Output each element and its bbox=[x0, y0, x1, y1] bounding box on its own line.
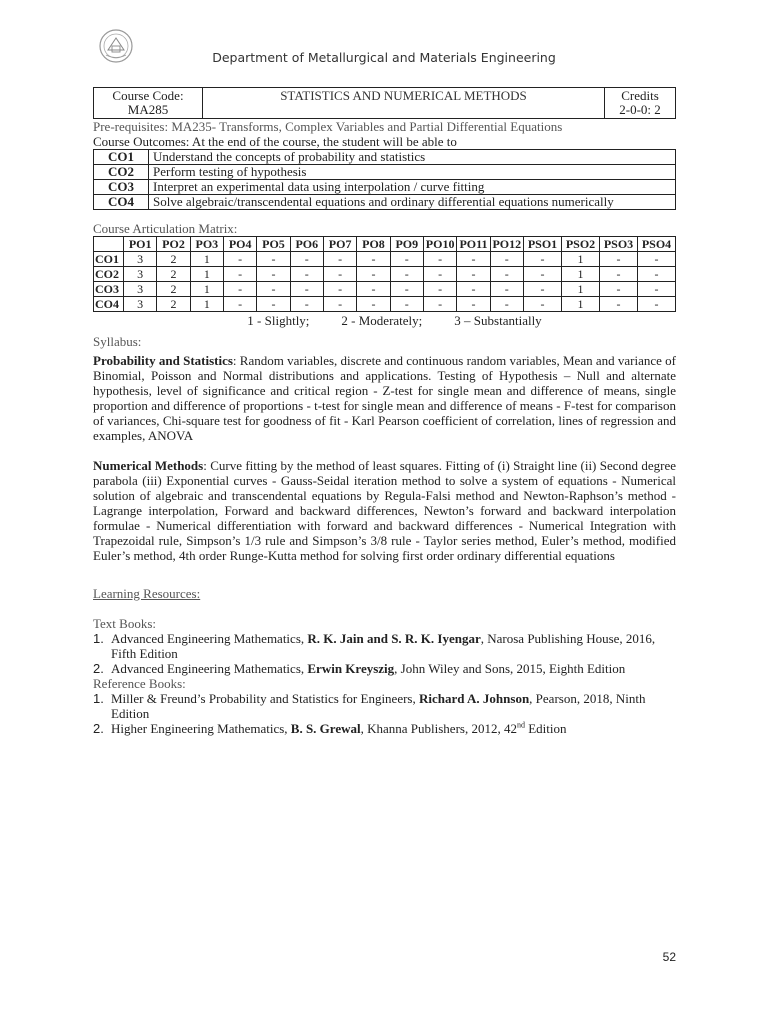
credits-cell bbox=[605, 88, 676, 119]
matrix-cell: - bbox=[457, 267, 490, 282]
book-title: Advanced Engineering Mathematics, bbox=[111, 631, 308, 646]
matrix-cell: 2 bbox=[157, 297, 190, 312]
syllabus-label: Syllabus: bbox=[93, 334, 142, 349]
matrix-column-header: PO3 bbox=[190, 237, 223, 252]
matrix-cell: - bbox=[600, 267, 638, 282]
matrix-cell: - bbox=[638, 282, 676, 297]
matrix-cell: - bbox=[390, 252, 423, 267]
book-author: B. S. Grewal bbox=[290, 721, 361, 736]
matrix-cell: - bbox=[490, 282, 523, 297]
matrix-cell: - bbox=[600, 297, 638, 312]
matrix-cell: - bbox=[223, 252, 256, 267]
matrix-cell: 1 bbox=[190, 297, 223, 312]
book-publisher: , Narosa Publishing House, 2016, Fifth Edition bbox=[111, 631, 656, 661]
edition-suffix: Edition bbox=[524, 721, 567, 736]
list-item bbox=[93, 721, 676, 736]
outcome-row bbox=[94, 165, 676, 180]
credits-value: 2-0-0: 2 bbox=[619, 102, 661, 117]
course-title: STATISTICS AND NUMERICAL METHODS bbox=[203, 88, 605, 119]
text-books-list bbox=[93, 631, 676, 676]
outcome-text: Interpret an experimental data using interpolation / curve fitting bbox=[149, 180, 676, 195]
matrix-cell: - bbox=[290, 297, 323, 312]
matrix-cell: 1 bbox=[190, 282, 223, 297]
matrix-cell: - bbox=[524, 252, 562, 267]
matrix-cell: - bbox=[423, 297, 456, 312]
reference-books-list bbox=[93, 691, 676, 736]
item-number: 1. bbox=[93, 631, 104, 646]
matrix-cell: 1 bbox=[562, 297, 600, 312]
matrix-cell: 3 bbox=[124, 267, 157, 282]
item-number: 1. bbox=[93, 691, 104, 706]
section-body: : Random variables, discrete and continuous random variables, Mean and variance of Binomial, Poisson and Normal distributions and applications. Testing of Hypothesis – Null and alternate hypothesis, level of significance and critical region - Z-test for single mean and difference of means, single proportion and difference of proportions - t-test for single mean and difference of means - F-test for comparison of variances, Chi-square test for goodness of fit - Karl Pearson coefficient of correlation, lines of regression and examples, ANOVA bbox=[93, 353, 677, 443]
matrix-column-header: PSO3 bbox=[600, 237, 638, 252]
outcome-text: Understand the concepts of probability and statistics bbox=[149, 150, 676, 165]
matrix-cell: 1 bbox=[562, 252, 600, 267]
matrix-cell: - bbox=[524, 282, 562, 297]
matrix-column-header: PO4 bbox=[223, 237, 256, 252]
matrix-column-header: PO10 bbox=[423, 237, 456, 252]
matrix-cell: - bbox=[223, 267, 256, 282]
matrix-cell: - bbox=[423, 267, 456, 282]
matrix-column-header: PSO4 bbox=[638, 237, 676, 252]
matrix-cell: 3 bbox=[124, 252, 157, 267]
matrix-row-label: CO1 bbox=[94, 252, 124, 267]
matrix-row-label: CO3 bbox=[94, 282, 124, 297]
matrix-cell: - bbox=[423, 282, 456, 297]
outcome-row bbox=[94, 150, 676, 165]
syllabus-numerical bbox=[93, 458, 676, 563]
matrix-column-header: PO2 bbox=[157, 237, 190, 252]
matrix-cell: - bbox=[357, 252, 390, 267]
matrix-cell: 3 bbox=[124, 297, 157, 312]
matrix-column-header: PO6 bbox=[290, 237, 323, 252]
legend-substantially: 3 – Substantially bbox=[454, 313, 542, 328]
course-code-label: Course Code: bbox=[112, 88, 184, 103]
matrix-cell: - bbox=[524, 297, 562, 312]
matrix-row-label: CO2 bbox=[94, 267, 124, 282]
outcome-row bbox=[94, 180, 676, 195]
matrix-cell: - bbox=[390, 282, 423, 297]
matrix-cell: - bbox=[600, 282, 638, 297]
matrix-cell: - bbox=[390, 267, 423, 282]
reference-books-label: Reference Books: bbox=[93, 676, 186, 691]
section-heading: Probability and Statistics bbox=[93, 353, 233, 368]
outcome-id: CO2 bbox=[94, 165, 149, 180]
list-item bbox=[93, 661, 676, 676]
matrix-cell: - bbox=[457, 282, 490, 297]
list-item bbox=[93, 631, 676, 661]
matrix-column-header: PSO1 bbox=[524, 237, 562, 252]
section-heading: Numerical Methods bbox=[93, 458, 204, 473]
matrix-column-header: PO9 bbox=[390, 237, 423, 252]
matrix-cell: 1 bbox=[190, 252, 223, 267]
course-code: MA285 bbox=[127, 102, 169, 117]
matrix-cell: - bbox=[390, 297, 423, 312]
matrix-cell: - bbox=[257, 267, 290, 282]
matrix-cell: - bbox=[223, 282, 256, 297]
book-author: Erwin Kreyszig bbox=[307, 661, 395, 676]
matrix-column-header: PO12 bbox=[490, 237, 523, 252]
matrix-column-header: PSO2 bbox=[562, 237, 600, 252]
matrix-cell: - bbox=[357, 282, 390, 297]
matrix-row-label: CO4 bbox=[94, 297, 124, 312]
matrix-cell: 2 bbox=[157, 267, 190, 282]
matrix-cell: - bbox=[457, 297, 490, 312]
matrix-corner-cell bbox=[94, 237, 124, 252]
matrix-header-row bbox=[94, 237, 676, 252]
book-publisher: , John Wiley and Sons, 2015, Eighth Edition bbox=[394, 661, 626, 676]
outcome-id: CO1 bbox=[94, 150, 149, 165]
articulation-matrix bbox=[93, 236, 676, 312]
matrix-row bbox=[94, 252, 676, 267]
matrix-row bbox=[94, 267, 676, 282]
outcome-id: CO4 bbox=[94, 195, 149, 210]
syllabus-probability bbox=[93, 353, 676, 443]
matrix-cell: - bbox=[323, 267, 356, 282]
book-author: Richard A. Johnson bbox=[419, 691, 530, 706]
matrix-cell: - bbox=[323, 252, 356, 267]
matrix-cell: - bbox=[638, 252, 676, 267]
book-author: R. K. Jain and S. R. K. Iyengar bbox=[307, 631, 481, 646]
matrix-cell: - bbox=[323, 282, 356, 297]
list-item bbox=[93, 691, 676, 721]
matrix-cell: 1 bbox=[562, 282, 600, 297]
book-title: Miller & Freund’s Probability and Statistics for Engineers, bbox=[111, 691, 419, 706]
matrix-column-header: PO7 bbox=[323, 237, 356, 252]
outcome-text: Solve algebraic/transcendental equations and ordinary differential equations numerically bbox=[149, 195, 676, 210]
matrix-column-header: PO5 bbox=[257, 237, 290, 252]
matrix-cell: 1 bbox=[190, 267, 223, 282]
prerequisites: Pre-requisites: MA235- Transforms, Complex Variables and Partial Differential Equations bbox=[93, 119, 563, 134]
book-publisher: , Pearson, 2018, Ninth Edition bbox=[111, 691, 646, 721]
matrix-cell: - bbox=[490, 297, 523, 312]
course-code-cell bbox=[94, 88, 203, 119]
matrix-cell: 2 bbox=[157, 252, 190, 267]
matrix-cell: - bbox=[638, 267, 676, 282]
outcome-row bbox=[94, 195, 676, 210]
text-books-label: Text Books: bbox=[93, 616, 157, 631]
course-header-table bbox=[93, 87, 676, 119]
matrix-cell: - bbox=[257, 297, 290, 312]
matrix-row bbox=[94, 282, 676, 297]
matrix-cell: - bbox=[524, 267, 562, 282]
matrix-cell: - bbox=[290, 267, 323, 282]
matrix-cell: 1 bbox=[562, 267, 600, 282]
matrix-cell: - bbox=[257, 282, 290, 297]
matrix-column-header: PO8 bbox=[357, 237, 390, 252]
book-title: Advanced Engineering Mathematics, bbox=[111, 661, 308, 676]
matrix-cell: - bbox=[257, 252, 290, 267]
matrix-cell: - bbox=[490, 252, 523, 267]
edition-superscript: nd bbox=[516, 720, 525, 730]
matrix-legend bbox=[93, 313, 676, 328]
section-body: : Curve fitting by the method of least squares. Fitting of (i) Straight line (ii) Second degree parabola (iii) Exponential curves - Gauss-Seidal iteration method to solve a system of equations - Numerical solution of algebraic and transcendental equations by Regula-Falsi method and Newton-Raphson’s method - Lagrange interpolation, Forward and backward differences, Newton’s forward and backward interpolation formulae - Numerical differentiation with forward and backward differences - Numerical Integration with Trapezoidal rule, Simpson’s 1/3 rule and Simpson’s 3/8 rule - Taylor series method, Euler’s method, modified Euler’s method, 4th order Runge-Kutta method for solving first order ordinary differential equations bbox=[93, 458, 677, 563]
matrix-cell: 2 bbox=[157, 282, 190, 297]
matrix-column-header: PO11 bbox=[457, 237, 490, 252]
learning-resources-label: Learning Resources: bbox=[93, 586, 201, 601]
outcome-id: CO3 bbox=[94, 180, 149, 195]
matrix-cell: - bbox=[457, 252, 490, 267]
matrix-cell: - bbox=[600, 252, 638, 267]
outcomes-intro: Course Outcomes: At the end of the course, the student will be able to bbox=[93, 134, 457, 149]
matrix-title: Course Articulation Matrix: bbox=[93, 221, 238, 236]
item-number: 2. bbox=[93, 721, 104, 736]
matrix-cell: - bbox=[290, 252, 323, 267]
page-number: 52 bbox=[662, 950, 676, 964]
matrix-cell: - bbox=[490, 267, 523, 282]
course-outcomes-table bbox=[93, 149, 676, 210]
matrix-cell: - bbox=[290, 282, 323, 297]
legend-slightly: 1 - Slightly; bbox=[247, 313, 310, 328]
matrix-cell: - bbox=[638, 297, 676, 312]
department-header: Department of Metallurgical and Materials Engineering bbox=[212, 50, 556, 65]
book-title: Higher Engineering Mathematics, bbox=[111, 721, 291, 736]
legend-moderately: 2 - Moderately; bbox=[341, 313, 423, 328]
book-publisher: , Khanna Publishers, 2012, 42 bbox=[360, 721, 517, 736]
credits-label: Credits bbox=[621, 88, 659, 103]
outcome-text: Perform testing of hypothesis bbox=[149, 165, 676, 180]
matrix-cell: - bbox=[357, 267, 390, 282]
item-number: 2. bbox=[93, 661, 104, 676]
matrix-cell: - bbox=[423, 252, 456, 267]
matrix-row bbox=[94, 297, 676, 312]
matrix-cell: - bbox=[323, 297, 356, 312]
document-body bbox=[93, 87, 676, 736]
matrix-column-header: PO1 bbox=[124, 237, 157, 252]
matrix-cell: 3 bbox=[124, 282, 157, 297]
matrix-cell: - bbox=[357, 297, 390, 312]
matrix-cell: - bbox=[223, 297, 256, 312]
